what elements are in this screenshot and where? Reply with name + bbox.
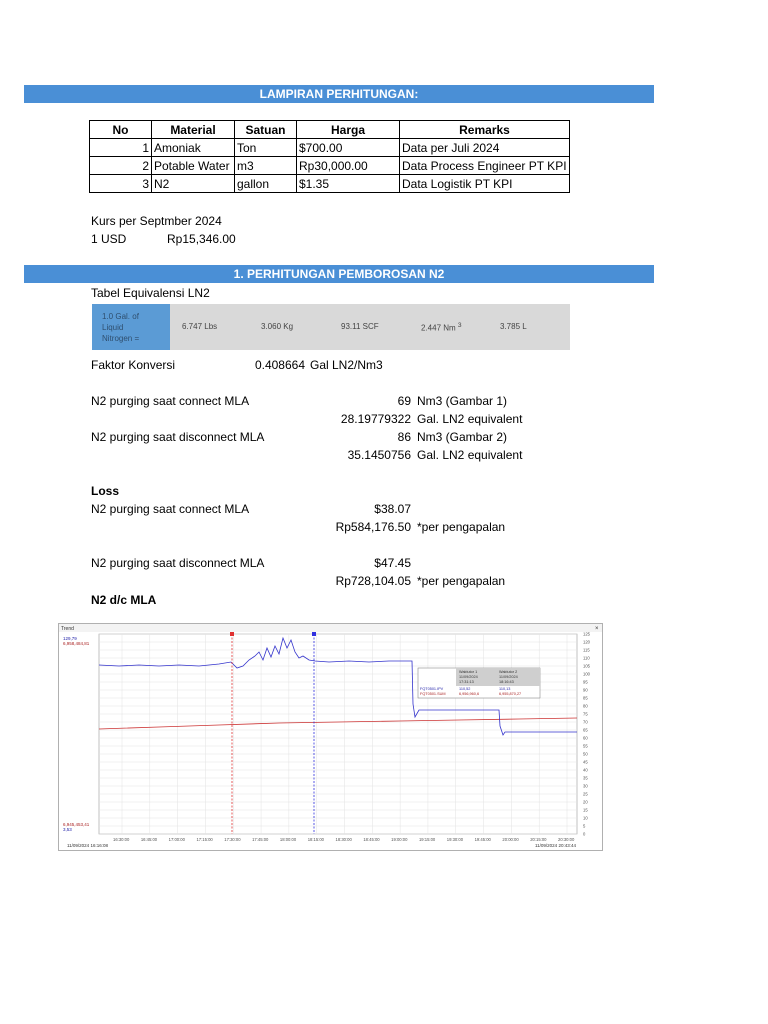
x-tick-label: 18:00:00 <box>279 837 297 842</box>
cell-remarks[interactable]: Data per Juli 2024 <box>400 139 570 157</box>
y-tick-label: 40 <box>583 767 588 773</box>
y-tick-label: 15 <box>583 807 588 813</box>
loss-connect-note: *per pengapalan <box>417 520 506 534</box>
trend-chart-image <box>58 623 603 851</box>
x-tick-label: 16:45:00 <box>140 837 158 842</box>
trend-cursor-1-handle[interactable] <box>230 632 234 636</box>
faktor-value: 0.408664 <box>254 358 305 372</box>
y-tick-label: 75 <box>583 711 588 717</box>
y-tick-label: 125 <box>583 631 590 637</box>
equiv-nm3-value: 2.447 Nm <box>421 323 456 333</box>
loss-disconnect-label: N2 purging saat disconnect MLA <box>91 556 265 570</box>
y-tick-label: 95 <box>583 679 588 685</box>
cell-no[interactable]: 3 <box>90 175 152 193</box>
y-tick-label: 120 <box>583 639 590 645</box>
cell-satuan[interactable]: gallon <box>235 175 297 193</box>
loss-disconnect-usd: $47.45 <box>374 556 411 570</box>
equiv-first-cell <box>92 304 170 350</box>
trend-left-top-value2: 6,958,484,81 <box>63 641 90 646</box>
purging-disconnect-gal: 35.1450756 <box>347 448 411 462</box>
trend-left-bottom-value2: 3,53 <box>63 827 72 832</box>
chart-section-title: N2 d/c MLA <box>91 593 157 607</box>
loss-disconnect-idr: Rp728,104.05 <box>335 574 411 588</box>
table-row <box>90 157 570 175</box>
cell-harga[interactable]: $700.00 <box>297 139 400 157</box>
loss-connect-idr: Rp584,176.50 <box>335 520 411 534</box>
y-tick-label: 30 <box>583 783 588 789</box>
trend-cursor-table <box>418 668 540 698</box>
loss-connect-label: N2 purging saat connect MLA <box>91 502 250 516</box>
x-tick-label: 17:30:00 <box>224 837 241 842</box>
cursor-row1-label: FQT0501.IPV <box>420 687 444 691</box>
purging-connect-label: N2 purging saat connect MLA <box>91 394 250 408</box>
col-header-material: Material <box>152 121 235 139</box>
y-tick-label: 110 <box>583 655 590 661</box>
x-tick-label: 20:00:00 <box>502 837 519 842</box>
x-tick-label: 19:15:00 <box>418 837 436 842</box>
cursor-date-2: 11/09/2024 <box>499 675 518 679</box>
loss-connect-usd: $38.07 <box>374 502 411 516</box>
x-tick-label: 17:45:00 <box>252 837 269 842</box>
cell-remarks[interactable]: Data Process Engineer PT KPI <box>400 157 570 175</box>
table-row <box>90 175 570 193</box>
purging-disconnect-unit: Nm3 (Gambar 2) <box>417 430 508 444</box>
cursor-row1-v1: 110,52 <box>459 687 471 691</box>
loss-disconnect-note: *per pengapalan <box>417 574 506 588</box>
equiv-nm3-sup: 3 <box>457 322 462 329</box>
equiv-title: Tabel Equivalensi LN2 <box>91 286 210 300</box>
y-tick-label: 45 <box>583 759 588 765</box>
faktor-unit: Gal LN2/Nm3 <box>310 358 383 372</box>
trend-end-time: 11/09/2024 20:43:44 <box>535 843 576 848</box>
faktor-label: Faktor Konversi <box>91 358 176 372</box>
x-tick-label: 18:45:00 <box>363 837 380 842</box>
y-tick-label: 65 <box>583 727 588 733</box>
cell-no[interactable]: 2 <box>90 157 152 175</box>
section-banner-pemborosan: 1. PERHITUNGAN PEMBOROSAN N2 <box>24 265 654 283</box>
x-tick-label: 19:00:00 <box>391 837 408 842</box>
y-tick-label: 55 <box>583 743 588 749</box>
x-tick-label: 19:30:00 <box>446 837 464 842</box>
cell-remarks[interactable]: Data Logistik PT KPI <box>400 175 570 193</box>
cursor-time-1: 17:31:13 <box>459 680 474 684</box>
y-tick-label: 90 <box>583 687 588 693</box>
cell-material[interactable]: N2 <box>152 175 235 193</box>
y-tick-label: 80 <box>583 703 588 709</box>
cell-material[interactable]: Potable Water <box>152 157 235 175</box>
equiv-l: 3.785 L <box>500 322 527 331</box>
ln2-equivalence-image <box>92 304 570 350</box>
table-header-row <box>90 121 570 139</box>
y-tick-label: 20 <box>583 799 588 805</box>
y-tick-label: 10 <box>583 815 588 821</box>
loss-title: Loss <box>91 484 120 498</box>
cursor-row1-v2: 110,13 <box>499 687 511 691</box>
purging-disconnect-gal-unit: Gal. LN2 equivalent <box>417 448 523 462</box>
cursor-time-2: 18:16:43 <box>499 680 514 684</box>
table-row <box>90 139 570 157</box>
kurs-label: Kurs per Septmber 2024 <box>91 214 222 228</box>
y-tick-label: 50 <box>583 751 588 757</box>
y-tick-label: 70 <box>583 719 588 725</box>
purging-connect-gal: 28.19779322 <box>340 412 411 426</box>
y-tick-label: 105 <box>583 663 590 669</box>
x-tick-label: 18:15:00 <box>307 837 324 842</box>
equiv-scf: 93.11 SCF <box>341 322 379 331</box>
equiv-nm3 <box>421 322 462 333</box>
equiv-kg: 3.060 Kg <box>261 322 294 331</box>
x-tick-label: 17:00:00 <box>168 837 185 842</box>
trend-close-icon[interactable]: × <box>595 626 599 632</box>
x-tick-label: 19:45:00 <box>474 837 491 842</box>
trend-chart-svg <box>59 624 602 850</box>
cursor-header-1: Waktutor 1 <box>459 670 478 674</box>
y-tick-label: 35 <box>583 775 588 781</box>
cell-satuan[interactable]: m3 <box>235 157 297 175</box>
y-tick-label: 115 <box>583 647 590 653</box>
equiv-first-line2: Liquid <box>102 323 124 332</box>
y-tick-label: 25 <box>583 791 588 797</box>
y-tick-label: 60 <box>583 735 588 741</box>
x-tick-label: 20:30:00 <box>558 837 575 842</box>
y-tick-label: 5 <box>583 823 586 829</box>
kurs-unit: 1 USD <box>91 232 127 246</box>
x-tick-label: 18:30:00 <box>335 837 352 842</box>
equiv-first-line3: Nitrogen = <box>102 334 140 343</box>
trend-cursor-2-handle[interactable] <box>312 632 316 636</box>
x-tick-label: 17:15:00 <box>196 837 213 842</box>
purging-connect-unit: Nm3 (Gambar 1) <box>417 394 508 408</box>
trend-left-top-value: 129,79 <box>63 636 77 641</box>
section-banner-lampiran: LAMPIRAN PERHITUNGAN: <box>24 85 654 103</box>
x-tick-label: 16:30:00 <box>113 837 130 842</box>
col-header-satuan: Satuan <box>235 121 297 139</box>
cell-material[interactable]: Amoniak <box>152 139 235 157</box>
purging-disconnect-value: 86 <box>397 430 411 444</box>
trend-left-bottom-value: 6,945,453,41 <box>63 822 90 827</box>
trend-y-axis <box>583 632 591 837</box>
equiv-first-line1: 1.0 Gal. of <box>102 312 139 321</box>
cursor-date-1: 11/09/2024 <box>459 675 478 679</box>
cell-no[interactable]: 1 <box>90 139 152 157</box>
y-tick-label: 100 <box>583 671 590 677</box>
trend-window-title: Trend <box>61 626 74 632</box>
purging-connect-value: 69 <box>397 394 411 408</box>
cell-harga[interactable]: $1.35 <box>297 175 400 193</box>
y-tick-label: 0 <box>583 831 586 837</box>
material-table <box>89 120 570 193</box>
cursor-row2-v1: 6,956,960,6 <box>459 692 480 696</box>
trend-start-time: 11/09/2024 16:16:08 <box>67 843 108 848</box>
trend-x-axis <box>113 837 575 842</box>
purging-disconnect-label: N2 purging saat disconnect MLA <box>91 430 265 444</box>
cursor-row2-v2: 6,955,870,27 <box>499 692 522 696</box>
equiv-lbs: 6.747 Lbs <box>182 322 218 331</box>
cell-harga[interactable]: Rp30,000.00 <box>297 157 400 175</box>
cursor-row2-label: FQT0501.SUM <box>420 692 446 696</box>
cursor-header-2: Waktutor 2 <box>499 670 518 674</box>
kurs-value: Rp15,346.00 <box>167 232 236 246</box>
purging-connect-gal-unit: Gal. LN2 equivalent <box>417 412 523 426</box>
x-tick-label: 20:15:00 <box>530 837 547 842</box>
col-header-no: No <box>90 121 152 139</box>
col-header-harga: Harga <box>297 121 400 139</box>
col-header-remarks: Remarks <box>400 121 570 139</box>
y-tick-label: 85 <box>583 695 588 701</box>
cell-satuan[interactable]: Ton <box>235 139 297 157</box>
